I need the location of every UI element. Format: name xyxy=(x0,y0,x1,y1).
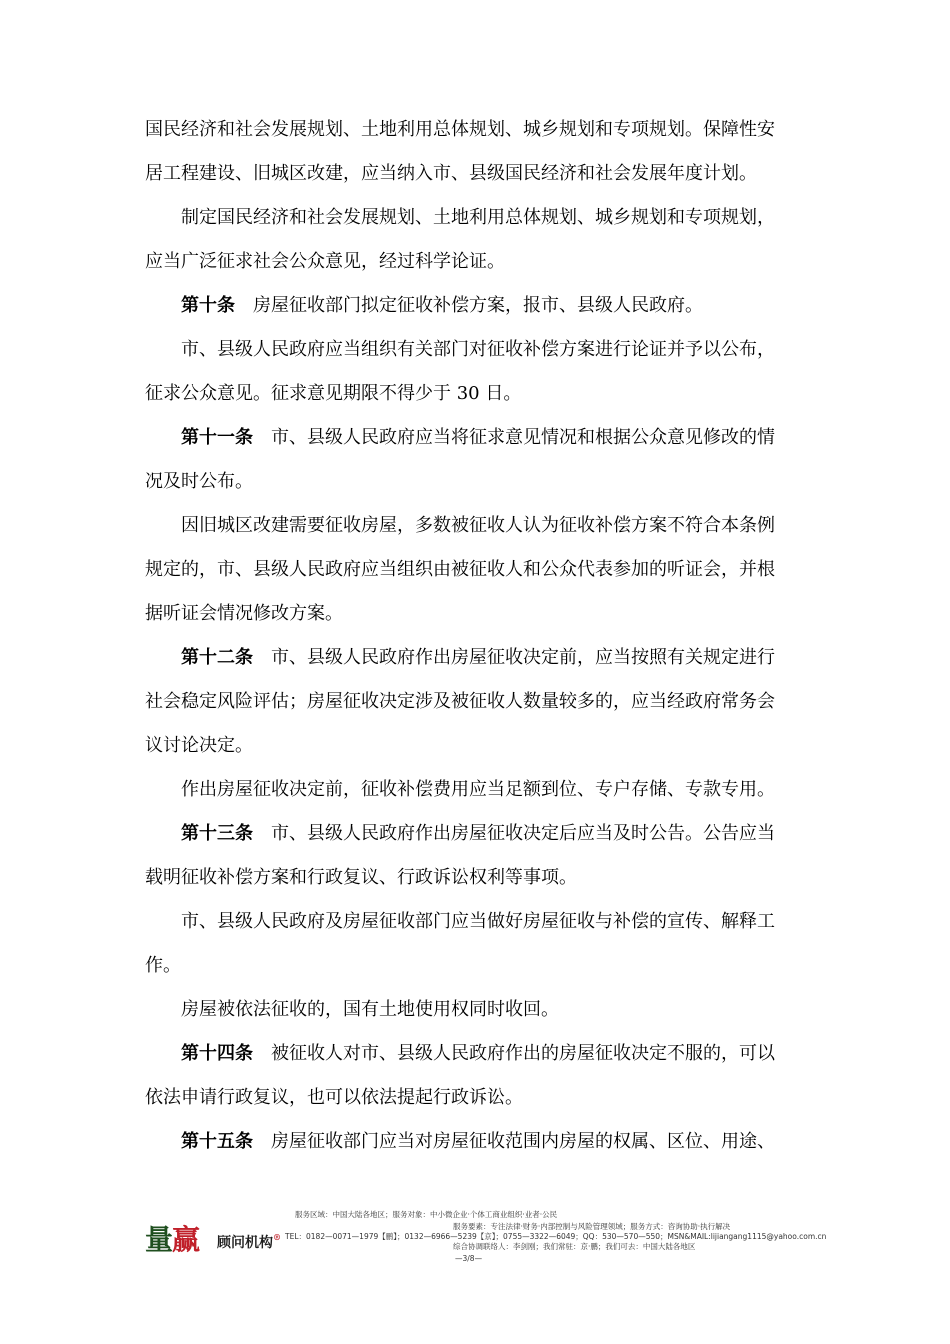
line-text: 作出房屋征收决定前，征收补偿费用应当足额到位、专户存储、专款专用。 xyxy=(181,779,775,800)
line-text: 规定的，市、县级人民政府应当组织由被征收人和公众代表参加的听证会，并根 xyxy=(145,559,775,580)
logo-subtitle xyxy=(217,1232,281,1252)
line-text: 制定国民经济和社会发展规划、土地利用总体规划、城乡规划和专项规划， xyxy=(181,207,775,228)
text-line xyxy=(145,724,813,768)
line-text: 市、县级人民政府应当组织有关部门对征收补偿方案进行论证并予以公布， xyxy=(181,339,775,360)
line-text: 社会稳定风险评估；房屋征收决定涉及被征收人数量较多的，应当经政府常务会 xyxy=(145,691,775,712)
line-text: 况及时公布。 xyxy=(145,471,253,492)
line-text: 居工程建设、旧城区改建，应当纳入市、县级国民经济和社会发展年度计划。 xyxy=(145,163,757,184)
text-line xyxy=(145,856,813,900)
text-line xyxy=(145,768,813,812)
text-line xyxy=(145,108,813,152)
document-body xyxy=(145,108,813,1164)
line-text: 国民经济和社会发展规划、土地利用总体规划、城乡规划和专项规划。保障性安 xyxy=(145,119,775,140)
line-text: 依法申请行政复议，也可以依法提起行政诉讼。 xyxy=(145,1087,523,1108)
line-text: 应当广泛征求社会公众意见，经过科学论证。 xyxy=(145,251,505,272)
text-line xyxy=(145,416,813,460)
logo-subtitle-text: 顾问机构 xyxy=(217,1235,273,1251)
footer-coordinator: 综合协调联络人：李剑刚；我们常驻：京·鹏；我们可去：中国大陆各地区 xyxy=(453,1242,696,1251)
article-number: 第十四条 xyxy=(181,1043,253,1064)
article-number: 第十条 xyxy=(181,295,235,316)
article-number: 第十三条 xyxy=(181,823,253,844)
text-line xyxy=(145,284,813,328)
line-text: 房屋征收部门拟定征收补偿方案，报市、县级人民政府。 xyxy=(253,295,703,316)
text-line xyxy=(145,812,813,856)
logo-char-1: 量 xyxy=(145,1223,173,1256)
line-text: 因旧城区改建需要征收房屋，多数被征收人认为征收补偿方案不符合本条例 xyxy=(181,515,775,536)
text-line xyxy=(145,944,813,988)
logo-mark xyxy=(145,1218,199,1258)
line-text: 载明征收补偿方案和行政复议、行政诉讼权利等事项。 xyxy=(145,867,577,888)
text-line xyxy=(145,900,813,944)
line-text: 被征收人对市、县级人民政府作出的房屋征收决定不服的，可以 xyxy=(271,1043,775,1064)
registered-icon: ® xyxy=(273,1232,281,1242)
article-number: 第十五条 xyxy=(181,1131,253,1152)
page-number: —3/8— xyxy=(455,1254,483,1263)
line-text: 市、县级人民政府应当将征求意见情况和根据公众意见修改的情 xyxy=(271,427,775,448)
line-text: 征求公众意见。征求意见期限不得少于 30 日。 xyxy=(145,383,522,404)
line-text: 市、县级人民政府作出房屋征收决定后应当及时公告。公告应当 xyxy=(271,823,775,844)
text-line xyxy=(145,548,813,592)
article-number: 第十二条 xyxy=(181,647,253,668)
footer-service-area: 服务区域：中国大陆各地区；服务对象：中小微企业·个体工商业组织·业者·公民 xyxy=(295,1210,558,1219)
text-line xyxy=(145,636,813,680)
text-line xyxy=(145,152,813,196)
line-text: 房屋被依法征收的，国有土地使用权同时收回。 xyxy=(181,999,559,1020)
line-text: 市、县级人民政府及房屋征收部门应当做好房屋征收与补偿的宣传、解释工 xyxy=(181,911,775,932)
text-line xyxy=(145,988,813,1032)
footer-contact: TEL：0182—0071—1979【鹏】；0132—6966—5239【京】；0755—3322—6049；QQ：530—570—550；MSN&MAIL:lijiangang1115@yahoo.com.cn xyxy=(285,1232,827,1241)
line-text: 议讨论决定。 xyxy=(145,735,253,756)
line-text: 据听证会情况修改方案。 xyxy=(145,603,343,624)
text-line xyxy=(145,1120,813,1164)
text-line xyxy=(145,196,813,240)
text-line xyxy=(145,460,813,504)
footer-service-elements: 服务要素：专注法律·财务·内部控制与风险管理领域；服务方式：咨询协助·执行解决 xyxy=(453,1222,731,1231)
text-line xyxy=(145,680,813,724)
article-number: 第十一条 xyxy=(181,427,253,448)
company-logo xyxy=(145,1218,295,1258)
line-text: 市、县级人民政府作出房屋征收决定前，应当按照有关规定进行 xyxy=(271,647,775,668)
text-line xyxy=(145,328,813,372)
logo-char-2: 赢 xyxy=(172,1223,200,1256)
line-text: 房屋征收部门应当对房屋征收范围内房屋的权属、区位、用途、 xyxy=(271,1131,775,1152)
text-line xyxy=(145,1076,813,1120)
line-text: 作。 xyxy=(145,955,181,976)
page-footer xyxy=(145,1210,827,1270)
text-line xyxy=(145,372,813,416)
text-line xyxy=(145,240,813,284)
text-line xyxy=(145,1032,813,1076)
text-line xyxy=(145,592,813,636)
text-line xyxy=(145,504,813,548)
